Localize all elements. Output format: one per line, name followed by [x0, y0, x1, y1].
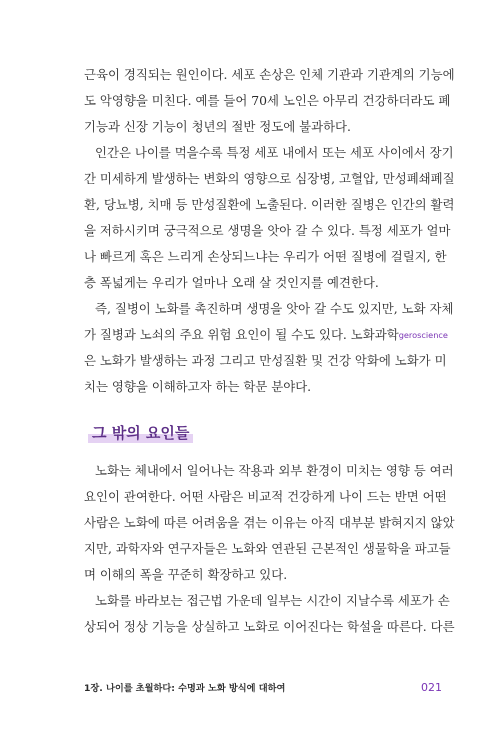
section-heading: [92, 421, 189, 445]
section-line: 며 이해의 폭을 꾸준히 확장하고 있다.: [84, 567, 288, 582]
section-line: 지만, 과학자와 연구자들은 노화와 연관된 근본적인 생물학을 파고들: [84, 541, 451, 556]
body-line: 인간은 나이를 먹을수록 특정 세포 내에서 또는 세포 사이에서 장기: [95, 145, 454, 160]
footer-chapter-title: 1장. 나이를 초월하다: 수명과 노화 방식에 대하여: [84, 683, 286, 694]
geroscience-term: geroscience: [398, 330, 448, 340]
body-line: 은 노화가 발생하는 과정 그리고 만성질환 및 건강 악화에 노화가 미: [84, 353, 447, 368]
section-heading-text: 그 밖의 요인들: [92, 424, 190, 442]
body-line: 치는 영향을 이해하고자 하는 학문 분야다.: [84, 379, 312, 394]
body-line: 층 폭넓게는 우리가 얼마나 오래 살 것인지를 예견한다.: [84, 275, 379, 290]
body-line: 도 악영향을 미친다. 예를 들어 70세 노인은 아무리 건강하더라도 폐: [84, 93, 451, 108]
body-line: 간 미세하게 발생하는 변화의 영향으로 심장병, 고혈압, 만성폐쇄폐질: [84, 171, 455, 186]
body-line-text: 가 질병과 노쇠의 주요 위험 요인이 될 수도 있다. 노화과학: [84, 327, 399, 342]
body-line-with-term: [84, 322, 448, 348]
body-line: 근육이 경직되는 원인이다. 세포 손상은 인체 기관과 기관계의 기능에: [84, 67, 455, 82]
section-line: 사람은 노화에 따른 어려움을 겪는 이유는 아직 대부분 밝혀지지 않았: [84, 515, 455, 530]
body-line: 기능과 신장 기능이 청년의 절반 정도에 불과하다.: [84, 119, 351, 134]
section-line: 요인이 관여한다. 어떤 사람은 비교적 건강하게 나이 드는 반면 어떤: [84, 489, 447, 504]
body-line: 환, 당뇨병, 치매 등 만성질환에 노출된다. 이러한 질병은 인간의 활력: [84, 197, 455, 212]
page-number: 021: [421, 681, 442, 694]
body-line: 나 빠르게 혹은 느리게 손상되느냐는 우리가 어떤 질병에 걸릴지, 한: [84, 249, 447, 264]
section-line: 노화를 바라보는 접근법 가운데 일부는 시간이 지날수록 세포가 손: [95, 593, 450, 608]
section-line: 노화는 체내에서 일어나는 작용과 외부 환경이 미치는 영향 등 여러: [95, 463, 454, 478]
body-line: 즉, 질병이 노화를 촉진하며 생명을 앗아 갈 수도 있지만, 노화 자체: [95, 301, 454, 316]
section-line: 상되어 정상 기능을 상실하고 노화로 이어진다는 학설을 따른다. 다른: [84, 619, 455, 634]
body-line: 을 저하시키며 궁극적으로 생명을 앗아 갈 수 있다. 특정 세포가 얼마: [84, 223, 451, 238]
